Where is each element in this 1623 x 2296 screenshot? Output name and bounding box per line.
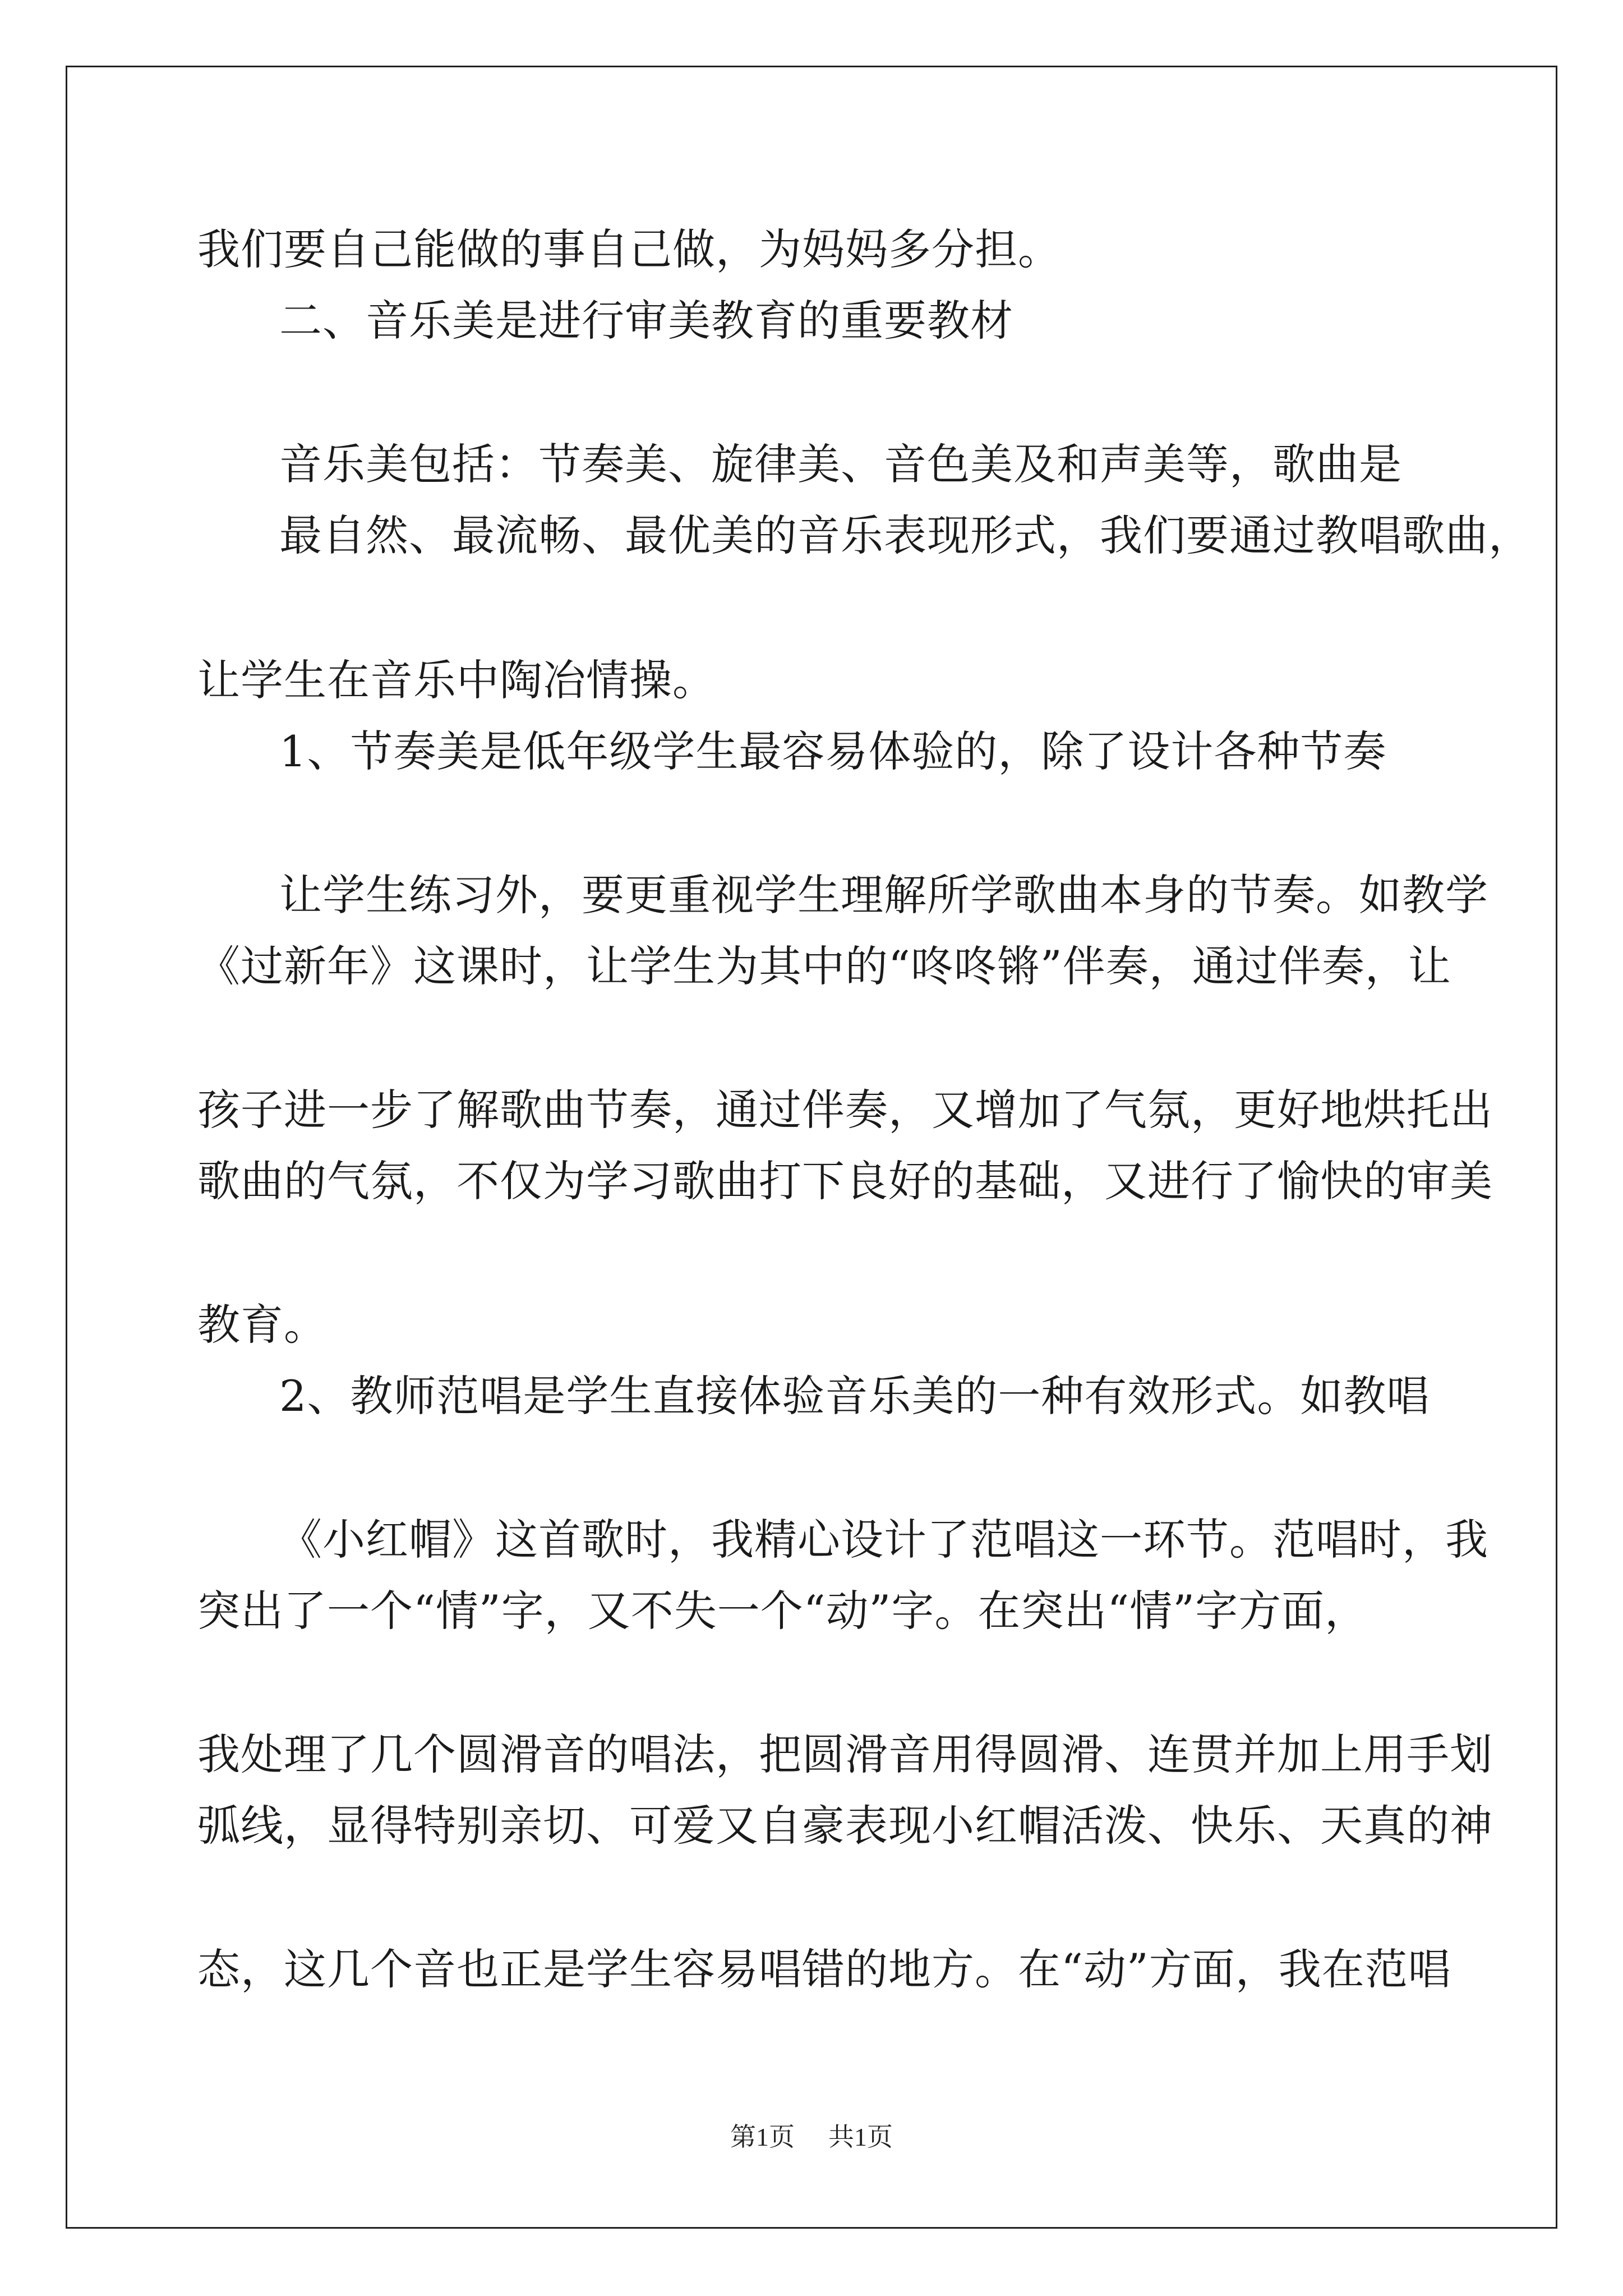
text-line: 最自然、最流畅、最优美的音乐表现形式，我们要通过教唱歌曲， [279,510,1532,560]
page-border [66,66,1557,2229]
text-line: 突出了一个“情”字，又不失一个“动”字。在突出“情”字方面， [197,1586,1368,1636]
page-footer [0,2120,1623,2154]
text-line: 态，这几个音也正是学生容易唱错的地方。在“动”方面，我在范唱 [197,1944,1451,1994]
text-line: 我处理了几个圆滑音的唱法，把圆滑音用得圆滑、连贯并加上用手划 [197,1729,1493,1779]
text-line: 弧线，显得特别亲切、可爱又自豪表现小红帽活泼、快乐、天真的神 [197,1801,1493,1851]
text-line: 教育。 [197,1300,327,1350]
text-line: 让学生在音乐中陶冶情操。 [197,655,716,705]
text-line: 音乐美包括：节奏美、旋律美、音色美及和声美等，歌曲是 [279,439,1402,489]
section-heading: 二、音乐美是进行审美教育的重要教材 [279,296,1013,346]
page-number: 第1页 [730,2123,795,2151]
text-line: 我们要自己能做的事自己做，为妈妈多分担。 [197,224,1061,274]
page-total: 共1页 [828,2123,893,2151]
text-line: 孩子进一步了解歌曲节奏，通过伴奏，又增加了气氛，更好地烘托出 [197,1085,1493,1135]
text-line: 让学生练习外，要更重视学生理解所学歌曲本身的节奏。如教学 [279,870,1488,920]
text-line: 歌曲的气氛，不仅为学习歌曲打下良好的基础，又进行了愉快的审美 [197,1156,1493,1206]
text-line: 1、节奏美是低年级学生最容易体验的，除了设计各种节奏 [279,726,1387,776]
text-line: 《过新年》这课时，让学生为其中的“咚咚锵”伴奏，通过伴奏，让 [197,941,1451,991]
text-line: 2、教师范唱是学生直接体验音乐美的一种有效形式。如教唱 [279,1371,1430,1421]
text-line: 《小红帽》这首歌时，我精心设计了范唱这一环节。范唱时，我 [279,1515,1488,1565]
